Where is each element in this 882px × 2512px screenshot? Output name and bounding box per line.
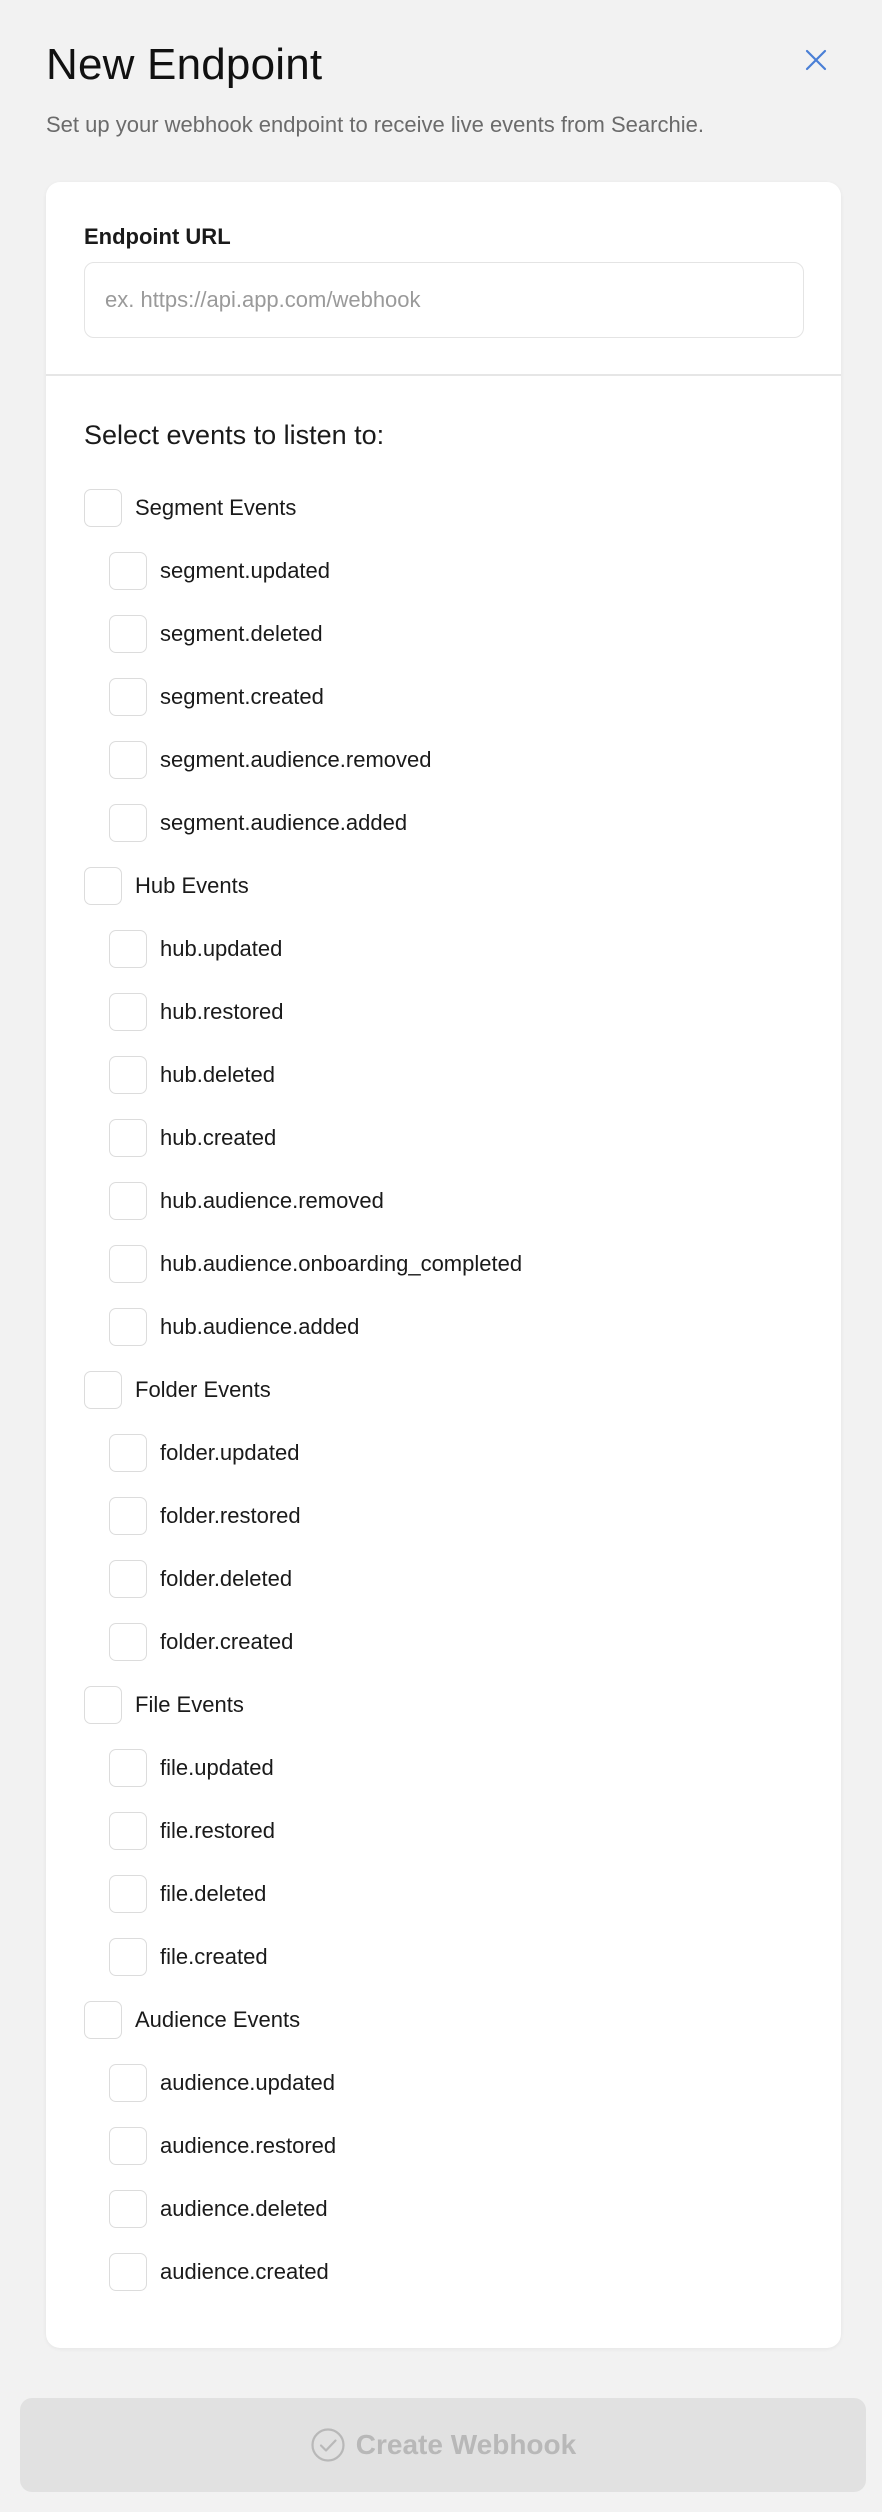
- event-item-row[interactable]: [46, 791, 841, 854]
- event-item-label: hub.created: [160, 1124, 277, 1150]
- event-item-checkbox[interactable]: [109, 2253, 147, 2291]
- event-item-row[interactable]: [46, 1106, 841, 1169]
- event-group-checkbox[interactable]: [84, 867, 122, 905]
- event-item-label: folder.restored: [160, 1502, 301, 1528]
- event-item-row[interactable]: [46, 602, 841, 665]
- event-item-row[interactable]: [46, 1169, 841, 1232]
- event-item-label: file.updated: [160, 1754, 274, 1780]
- event-item-checkbox[interactable]: [109, 1938, 147, 1976]
- endpoint-form-card: [46, 182, 841, 2348]
- event-item-row[interactable]: [46, 1232, 841, 1295]
- event-item-label: hub.restored: [160, 998, 284, 1024]
- event-item-row[interactable]: [46, 1043, 841, 1106]
- create-webhook-label: Create Webhook: [355, 2429, 577, 2460]
- event-item-checkbox[interactable]: [109, 1182, 147, 1220]
- endpoint-url-label: Endpoint URL: [84, 224, 231, 249]
- event-item-label: folder.deleted: [160, 1565, 293, 1591]
- event-group-checkbox[interactable]: [84, 489, 122, 527]
- event-item-row[interactable]: [46, 917, 841, 980]
- event-item-row[interactable]: [46, 2177, 841, 2240]
- event-item-checkbox[interactable]: [109, 1308, 147, 1346]
- event-item-label: audience.deleted: [160, 2195, 328, 2221]
- event-item-checkbox[interactable]: [109, 2064, 147, 2102]
- page-title: New Endpoint: [46, 40, 323, 89]
- form-divider: [46, 374, 841, 376]
- event-item-label: audience.updated: [160, 2069, 335, 2095]
- event-item-checkbox[interactable]: [109, 2190, 147, 2228]
- event-group-row[interactable]: [46, 854, 841, 917]
- event-item-checkbox[interactable]: [109, 615, 147, 653]
- event-item-label: segment.updated: [160, 557, 331, 583]
- event-item-label: folder.updated: [160, 1439, 300, 1465]
- event-item-label: hub.audience.added: [160, 1313, 360, 1339]
- event-group-label: Folder Events: [135, 1376, 271, 1402]
- event-item-checkbox[interactable]: [109, 993, 147, 1031]
- event-item-checkbox[interactable]: [109, 741, 147, 779]
- event-item-row[interactable]: [46, 1484, 841, 1547]
- event-item-row[interactable]: [46, 1295, 841, 1358]
- event-item-row[interactable]: [46, 1610, 841, 1673]
- event-item-checkbox[interactable]: [109, 1056, 147, 1094]
- event-item-row[interactable]: [46, 2114, 841, 2177]
- event-item-row[interactable]: [46, 2051, 841, 2114]
- event-item-row[interactable]: [46, 1925, 841, 1988]
- event-item-label: file.deleted: [160, 1880, 267, 1906]
- event-item-checkbox[interactable]: [109, 1560, 147, 1598]
- event-group-label: File Events: [135, 1691, 244, 1717]
- event-item-row[interactable]: [46, 728, 841, 791]
- event-item-row[interactable]: [46, 1799, 841, 1862]
- event-item-row[interactable]: [46, 980, 841, 1043]
- event-item-checkbox[interactable]: [109, 1245, 147, 1283]
- event-item-checkbox[interactable]: [109, 1434, 147, 1472]
- event-item-label: segment.audience.removed: [160, 746, 432, 772]
- event-item-label: hub.deleted: [160, 1061, 275, 1087]
- event-item-row[interactable]: [46, 539, 841, 602]
- event-group-label: Audience Events: [135, 2006, 301, 2032]
- event-item-label: file.created: [160, 1943, 268, 1969]
- event-item-checkbox[interactable]: [109, 1623, 147, 1661]
- event-item-row[interactable]: [46, 665, 841, 728]
- event-item-label: hub.audience.removed: [160, 1187, 384, 1213]
- check-circle-icon: [310, 2427, 346, 2463]
- event-item-checkbox[interactable]: [109, 930, 147, 968]
- event-group-row[interactable]: [46, 1358, 841, 1421]
- events-list: [46, 476, 841, 2303]
- event-group-row[interactable]: [46, 476, 841, 539]
- event-item-checkbox[interactable]: [109, 804, 147, 842]
- event-group-checkbox[interactable]: [84, 2001, 122, 2039]
- event-item-row[interactable]: [46, 1421, 841, 1484]
- event-group-label: Segment Events: [135, 494, 297, 520]
- event-item-label: hub.updated: [160, 935, 283, 961]
- event-item-checkbox[interactable]: [109, 1119, 147, 1157]
- event-item-checkbox[interactable]: [109, 1812, 147, 1850]
- event-item-label: audience.created: [160, 2258, 329, 2284]
- event-item-checkbox[interactable]: [109, 2127, 147, 2165]
- event-group-label: Hub Events: [135, 872, 249, 898]
- event-group-checkbox[interactable]: [84, 1371, 122, 1409]
- event-item-row[interactable]: [46, 2240, 841, 2303]
- event-item-checkbox[interactable]: [109, 1497, 147, 1535]
- event-group-checkbox[interactable]: [84, 1686, 122, 1724]
- close-button[interactable]: [798, 42, 834, 78]
- events-heading: Select events to listen to:: [84, 420, 385, 450]
- event-item-row[interactable]: [46, 1862, 841, 1925]
- close-icon: [804, 48, 828, 72]
- event-item-label: file.restored: [160, 1817, 275, 1843]
- endpoint-url-input[interactable]: [84, 262, 804, 338]
- event-item-row[interactable]: [46, 1547, 841, 1610]
- event-item-row[interactable]: [46, 1736, 841, 1799]
- event-item-checkbox[interactable]: [109, 678, 147, 716]
- event-item-label: segment.created: [160, 683, 324, 709]
- event-group-row[interactable]: [46, 1673, 841, 1736]
- create-webhook-button[interactable]: [20, 2398, 866, 2492]
- event-item-checkbox[interactable]: [109, 552, 147, 590]
- event-item-label: folder.created: [160, 1628, 294, 1654]
- page-subtitle: Set up your webhook endpoint to receive live events from Searchie.: [46, 112, 704, 137]
- event-item-checkbox[interactable]: [109, 1749, 147, 1787]
- event-item-label: segment.audience.added: [160, 809, 408, 835]
- event-item-label: hub.audience.onboarding_completed: [160, 1250, 523, 1276]
- event-item-label: audience.restored: [160, 2132, 337, 2158]
- event-item-checkbox[interactable]: [109, 1875, 147, 1913]
- event-item-label: segment.deleted: [160, 620, 323, 646]
- event-group-row[interactable]: [46, 1988, 841, 2051]
